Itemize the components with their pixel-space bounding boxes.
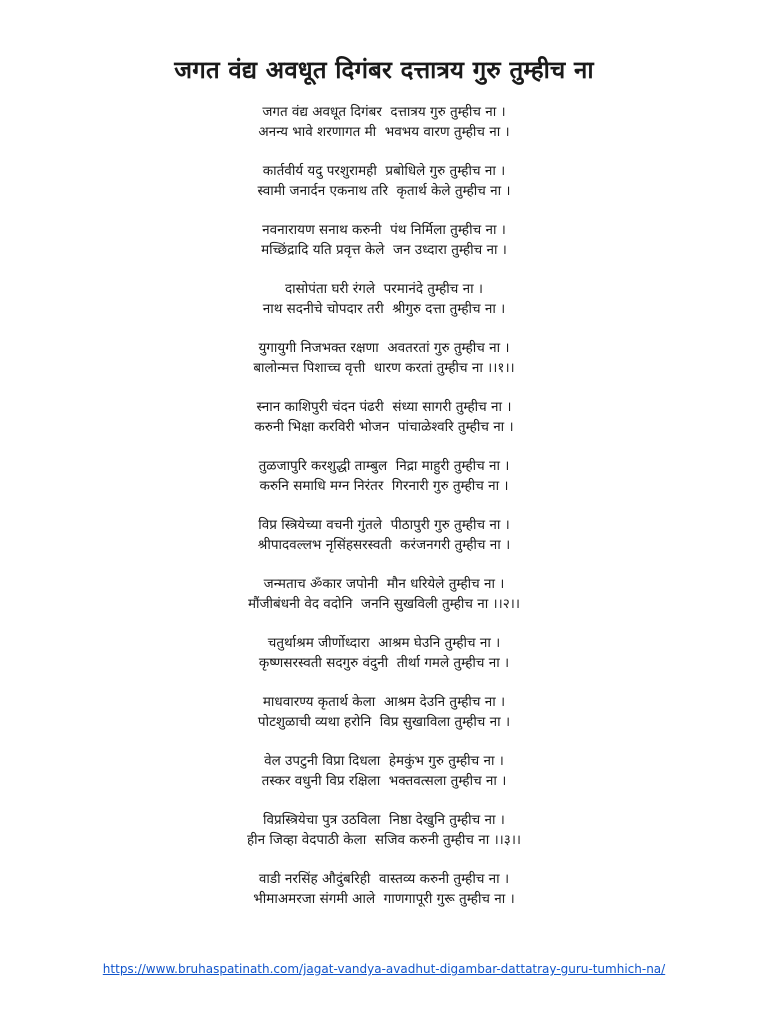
stanza-9 [0,574,768,633]
verse-line: मौंजीबंधनी वेद वदोनि जननि सुखविली तुम्हीच ना ।।२।। [247,596,521,612]
document-title: जगत वंद्य अवधूत दिगंबर दत्तात्रय गुरु तुम्हीच ना [174,56,594,84]
source-link[interactable]: https://www.bruhaspatinath.com/jagat-vandya-avadhut-digambar-dattatray-guru-tumhich-na/ [102,962,666,976]
stanza-12 [0,751,768,810]
verse-line: पोटशुळाची व्यथा हरोनि विप्र सुखाविला तुम्हीच ना । [257,714,511,730]
verse-line: कार्तवीर्य यदु परशुरामही प्रबोधिले गुरु तुम्हीच ना । [262,163,506,179]
verse-line: तुळजापुरि करशुद्धी ताम्बुल निद्रा माहुरी तुम्हीच ना । [258,458,510,474]
verse-line: मच्छिंद्रादि यति प्रवृत्त केले जन उध्दारा तुम्हीच ना । [261,242,507,258]
verse-line: बालोन्मत्त पिशाच्च वृत्ती धारण करतां तुम्हीच ना ।।१।। [253,360,515,376]
poem-body [0,102,768,928]
verse-line: कृष्णसरस्वती सदगुरु वंदुनी तीर्था गमले तुम्हीच ना । [258,655,510,671]
verse-line: तस्कर वधुनी विप्र रक्षिला भक्तवत्सला तुम्हीच ना । [261,773,507,789]
verse-line: विप्र स्त्रियेच्या वचनी गुंतले पीठापुरी गुरु तुम्हीच ना । [258,517,510,533]
stanza-6 [0,397,768,456]
stanza-5 [0,338,768,397]
verse-line: स्नान काशिपुरी चंदन पंढरी संध्या सागरी तुम्हीच ना । [256,399,512,415]
stanza-14 [0,869,768,928]
stanza-8 [0,515,768,574]
stanza-7 [0,456,768,515]
verse-line: भीमाअमरजा संगमी आले गाणगापूरी गुरू तुम्हीच ना । [253,891,515,907]
verse-line: जन्मताच ॐकार जपोनी मौन धरियेले तुम्हीच ना । [263,576,505,592]
stanza-2 [0,161,768,220]
verse-line: नवनारायण सनाथ करुनी पंथ निर्मिला तुम्हीच ना । [262,222,506,238]
verse-line: जगत वंद्य अवधूत दिगंबर दत्तात्रय गुरु तुम्हीच ना । [262,104,506,120]
verse-line: वाडी नरसिंह औदुंबरिही वास्तव्य करुनी तुम्हीच ना । [258,871,510,887]
verse-line: करुनि समाधि मग्न निरंतर गिरनारी गुरु तुम्हीच ना । [259,478,509,494]
verse-line: युगायुगी निजभक्त रक्षणा अवतरतां गुरु तुम्हीच ना । [258,340,510,356]
stanza-10 [0,633,768,692]
verse-line: वेल उपटुनी विप्रा दिधला हेमकुंभ गुरु तुम्हीच ना । [264,753,504,769]
verse-line: माधवारण्य कृतार्थ केला आश्रम देउनि तुम्हीच ना । [262,694,506,710]
verse-line: नाथ सदनीचे चोपदार तरी श्रीगुरु दत्ता तुम्हीच ना । [262,301,506,317]
verse-line: विप्रस्त्रियेचा पुत्र उठविला निष्ठा देखुनि तुम्हीच ना । [263,812,505,828]
verse-line: स्वामी जनार्दन एकनाथ तरि कृतार्थ केले तुम्हीच ना । [257,183,511,199]
stanza-13 [0,810,768,869]
verse-line: अनन्य भावे शरणागत मी भवभय वारण तुम्हीच ना । [258,124,510,140]
verse-line: हीन जिव्हा वेदपाठी केला सजिव करुनी तुम्हीच ना ।।३।। [246,832,522,848]
verse-line: चतुर्थाश्रम जीर्णोध्दारा आश्रम घेउनि तुम्हीच ना । [267,635,501,651]
verse-line: दासोपंता घरी रंगले परमानंदे तुम्हीच ना । [285,281,483,297]
stanza-4 [0,279,768,338]
verse-line: करुनी भिक्षा करविरी भोजन पांचाळेश्वरि तुम्हीच ना । [254,419,514,435]
stanza-3 [0,220,768,279]
verse-line: श्रीपादवल्लभ नृसिंहसरस्वती करंजनगरी तुम्हीच ना । [257,537,511,553]
stanza-11 [0,692,768,751]
stanza-1 [0,102,768,161]
